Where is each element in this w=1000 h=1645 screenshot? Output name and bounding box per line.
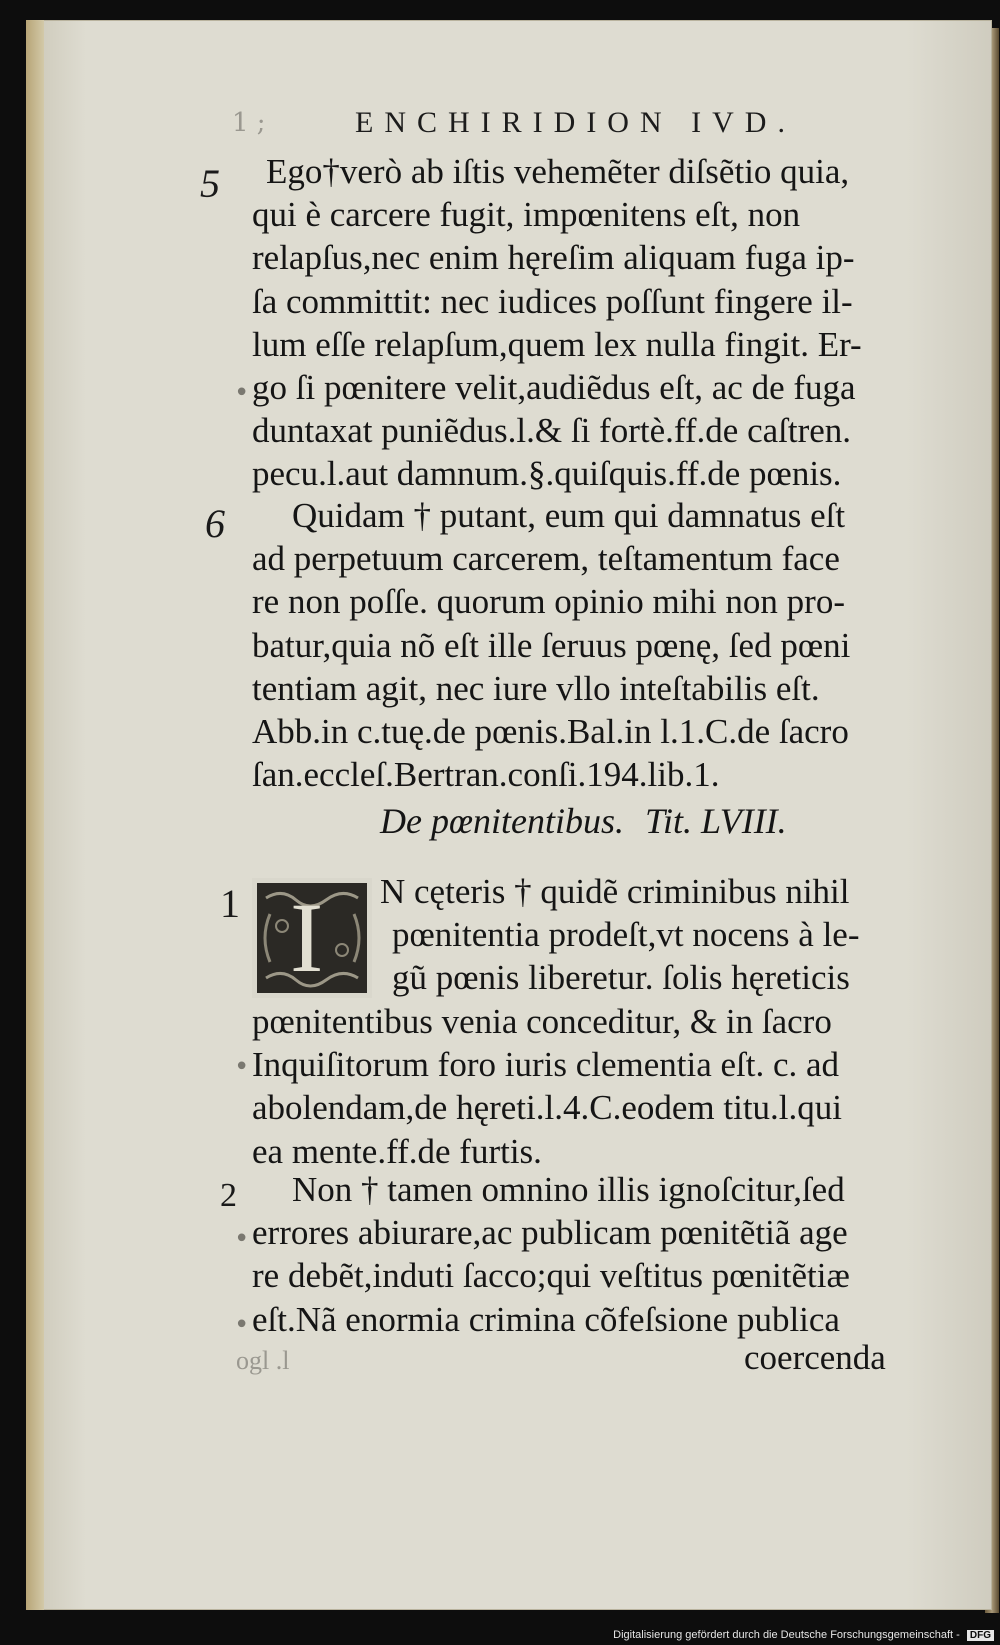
paragraph-1-top — [380, 870, 940, 1000]
text-line: pœnitentia prodeſt,vt nocens à le- — [392, 915, 860, 955]
text-line: qui è carcere fugit, impœnitens eſt, non — [252, 195, 801, 235]
text-line: Quidam † putant, eum qui damnatus eſt — [292, 496, 846, 535]
text-line: ea mente.ff.de furtis. — [252, 1131, 542, 1171]
text-line: re debẽt,induti ſacco;qui veſtitus pœnitẽtiæ — [252, 1256, 850, 1296]
margin-number-1: 1 — [220, 881, 240, 926]
paragraph-2 — [252, 1168, 952, 1341]
text-line: abolendam,de hęreti.l.4.C.eodem titu.l.qui — [252, 1088, 842, 1128]
text-line: pœnitentibus venia conceditur, & in ſacro — [252, 1002, 832, 1041]
margin-dot: • — [234, 1310, 250, 1340]
initial-letter: I — [290, 882, 324, 993]
margin-number-6: 6 — [205, 501, 225, 546]
section-title-numeral: LVIII. — [701, 801, 787, 841]
margin-dot: • — [234, 1224, 250, 1254]
section-title-tit: Tit. — [644, 801, 693, 841]
paragraph-1 — [252, 1000, 952, 1173]
running-title: ENCHIRIDION IVD. — [355, 106, 796, 139]
text-line: Ego†verò ab iſtis vehemẽter diſsẽtio quia, — [266, 152, 850, 191]
text-line: relapſus,nec enim hęreſim aliquam fuga ip- — [252, 238, 855, 278]
text-line: gũ pœnis liberetur. ſolis hęreticis — [392, 958, 850, 998]
decorated-initial — [252, 878, 372, 998]
text-line: lum eſſe relapſum,quem lex nulla fingit. Er- — [252, 324, 862, 364]
credit-text: Digitalisierung gefördert durch die Deutsche Forschungsgemeinschaft - — [613, 1629, 960, 1641]
text-line: Inquiſitorum foro iuris clementia eſt. c. ad — [252, 1045, 840, 1085]
page-gutter-edge — [26, 20, 44, 1610]
header-left-fragment: 1 ; — [232, 108, 266, 138]
text-line: tentiam agit, nec iure vllo inteſtabilis eſt. — [252, 668, 820, 708]
dfg-logo: DFG — [967, 1630, 994, 1641]
section-title-text: De pœnitentibus. — [380, 801, 624, 841]
paragraph-6 — [252, 494, 952, 796]
margin-dot: • — [234, 1052, 250, 1082]
text-line: ſan.eccleſ.Bertran.conſi.194.lib.1. — [252, 755, 720, 795]
text-line: Abb.in c.tuę.de pœnis.Bal.in l.1.C.de ſacro — [252, 711, 849, 751]
paragraph-5 — [252, 150, 952, 496]
margin-dot: • — [234, 378, 250, 408]
text-line: errores abiurare,ac publicam pœnitẽtiã age — [252, 1213, 848, 1253]
margin-number-5: 5 — [200, 161, 220, 206]
text-line: Non † tamen omnino illis ignoſcitur,ſed — [292, 1170, 845, 1209]
text-line: go ſi pœnitere velit,audiẽdus eſt, ac de fuga — [252, 367, 856, 407]
digitization-credit — [613, 1629, 994, 1641]
text-line: duntaxat puniẽdus.l.& ſi fortè.ff.de caſtren. — [252, 411, 852, 451]
text-line: batur,quia nõ eſt ille ſeruus pœnę, ſed pœni — [252, 625, 851, 665]
text-line: ad perpetuum carcerem, teſtamentum face — [252, 539, 840, 579]
text-line: pecu.l.aut damnum.§.quiſquis.ff.de pœnis. — [252, 454, 842, 494]
signature-fragment: ogl .l — [236, 1346, 290, 1375]
text-line: eſt.Nã enormia crimina cõfeſsione publica — [252, 1299, 840, 1339]
text-line: N cęteris † quidẽ criminibus nihil — [380, 872, 850, 911]
section-title — [380, 800, 787, 842]
text-line: re non poſſe. quorum opinio mihi non pro- — [252, 582, 845, 622]
text-line: ſa committit: nec iudices poſſunt fingere il- — [252, 281, 853, 321]
margin-number-2: 2 — [220, 1177, 237, 1214]
catchword: coercenda — [744, 1338, 886, 1377]
